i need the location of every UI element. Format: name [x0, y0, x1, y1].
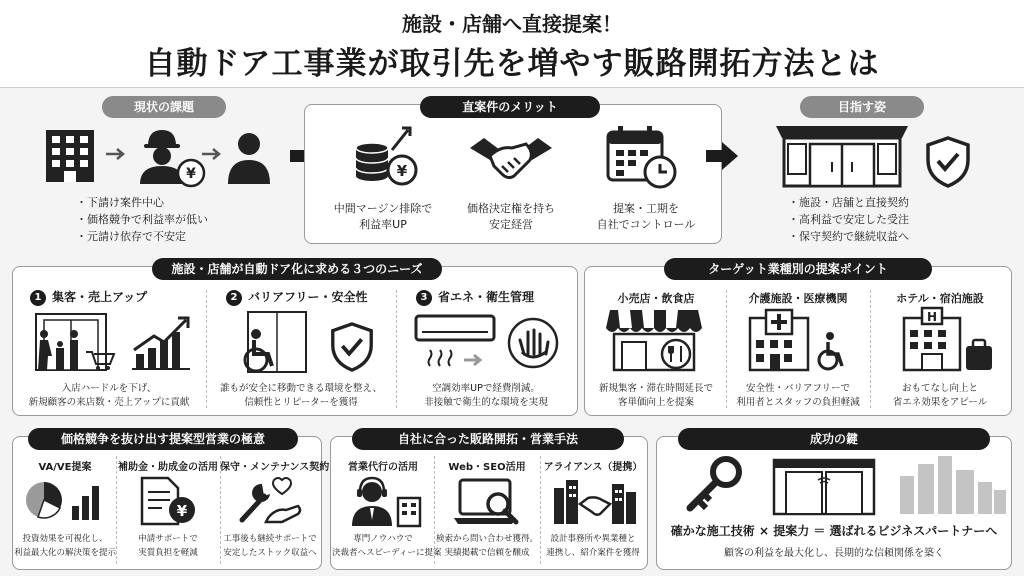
target-label: ターゲット業種別の提案ポイント	[664, 258, 932, 280]
city-handshake-icon	[552, 478, 638, 524]
channel-desc-line1: 専門ノウハウで	[353, 534, 413, 544]
target-desc-line1: おもてなし向上と	[901, 383, 978, 394]
automatic-door-icon	[772, 458, 876, 514]
target-desc-line2: 客単価向上を提案	[617, 397, 694, 408]
channel-desc-line2: 実績掲載で信頼を醸成	[444, 548, 530, 558]
channel-title: アライアンス（提携）	[543, 462, 643, 473]
arrow-right-icon	[106, 148, 128, 160]
svg-text:¥: ¥	[176, 502, 188, 520]
city-skyline-background	[860, 456, 1006, 514]
calendar-clock-icon	[606, 124, 678, 190]
current-issues-label: 現状の課題	[102, 96, 226, 118]
target-title: 小売店・飲食店	[617, 292, 695, 305]
need-title: 3 省エネ・衛生管理	[416, 288, 534, 306]
laptop-search-icon	[452, 476, 524, 526]
channel-title: Web・SEO活用	[448, 462, 526, 473]
need-desc-line2: 非接触で衛生的な環境を実現	[424, 397, 548, 408]
goal-list	[788, 194, 909, 245]
header-subtitle: 施設・店舗へ直接提案！	[402, 12, 622, 36]
need-desc-line1: 誰もが安全に移動できる環境を整え、	[219, 383, 383, 394]
needs-label: 施設・店舗が自動ドア化に求める３つのニーズ	[152, 258, 442, 280]
goal-label: 目指す姿	[800, 96, 924, 118]
headset-operator-icon	[348, 476, 424, 526]
channel-desc-line2: 決裁者へスピーディーに提案	[332, 548, 442, 558]
svg-text:¥: ¥	[186, 166, 196, 182]
need-desc-line2: 新規顧客の来店数・売上アップに貢献	[28, 397, 190, 408]
family-entrance-icon	[30, 312, 116, 372]
success-line1: 確かな施工技術 × 提案力 ＝ 選ばれるビジネスパートナーへ	[670, 524, 998, 538]
svg-text:¥: ¥	[396, 162, 408, 180]
list-item: ・ 施設・店舗と直接契約	[788, 194, 909, 211]
merit-text-line2: 利益率UP	[359, 218, 407, 231]
target-desc-line1: 安全性・バリアフリーで	[745, 383, 851, 394]
pie-chart-icon	[24, 478, 104, 522]
merit-text-line1: 中間マージン排除で	[333, 202, 433, 215]
touchless-hand-icon	[506, 316, 560, 370]
yen-coin-icon	[176, 158, 206, 188]
coins-up-icon	[352, 124, 422, 190]
arrow-right-icon	[202, 148, 224, 160]
current-issues-list	[76, 194, 208, 245]
handshake-icon	[468, 130, 554, 186]
list-item: ・ 元請け依存で不安定	[76, 228, 208, 245]
sales-title: VA/VE提案	[38, 462, 92, 473]
target-desc-line1: 新規集客・滞在時間延長で	[598, 383, 713, 394]
sales-desc-line1: 投資効果を可視化し、	[22, 534, 108, 544]
sales-desc-line2: 実質負担を軽減	[138, 548, 198, 558]
target-desc-line2: 利用者とスタッフの負担軽減	[736, 397, 860, 408]
list-item: ・ 下請け案件中心	[76, 194, 208, 211]
need-desc-line1: 空調効率UPで経費削減。	[432, 383, 540, 394]
target-title: 介護施設・医療機関	[748, 292, 848, 305]
merit-text-line2: 安定経営	[489, 218, 533, 231]
bar-chart-up-icon	[132, 314, 192, 370]
key-icon	[684, 456, 744, 510]
merits-label: 直案件のメリット	[420, 96, 600, 118]
hospital-icon	[746, 308, 846, 372]
wheelchair-icon	[234, 310, 310, 374]
need-desc-line1: 入店ハードルを下げ、	[61, 383, 157, 394]
person-icon	[226, 130, 272, 184]
need-title: 1 集客・売上アップ	[30, 288, 147, 306]
sales-desc-line1: 工事後も継続サポートで	[223, 534, 317, 544]
page-title: 自動ドア工事業が取引先を増やす販路開拓方法とは	[144, 46, 880, 82]
channel-title: 営業代行の活用	[348, 462, 418, 473]
success-line2: 顧客の利益を最大化し、長期的な信頼関係を築く	[724, 548, 944, 559]
list-item: ・ 価格競争で利益率が低い	[76, 211, 208, 228]
list-item: ・ 高利益で安定した受注	[788, 211, 909, 228]
document-yen-icon	[138, 476, 198, 526]
merit-text-line2: 自社でコントロール	[596, 218, 696, 231]
tools-heart-icon	[236, 474, 306, 526]
need-title: 2 バリアフリー・安全性	[226, 288, 368, 306]
channel-desc-line1: 検索から問い合わせ獲得。	[435, 534, 538, 544]
hotel-icon	[900, 308, 996, 372]
channel-desc-line1: 設計事務所や異業種と	[550, 534, 636, 544]
channel-desc-line2: 連携し、紹介案件を獲得	[546, 548, 640, 558]
shield-check-icon	[926, 136, 970, 188]
svg-text:H: H	[926, 310, 938, 324]
target-desc-line2: 省エネ効果をアピール	[892, 397, 988, 408]
shield-check-icon	[330, 322, 374, 372]
shop-icon	[606, 308, 702, 372]
header	[0, 0, 1024, 88]
need-desc-line2: 信頼性とリピーターを獲得	[244, 397, 358, 408]
air-conditioner-icon	[414, 314, 496, 372]
arrow-right-icon	[706, 142, 738, 170]
sales-desc-line2: 安定したストック収益へ	[223, 548, 317, 558]
list-item: ・ 保守契約で継続収益へ	[788, 228, 909, 245]
automatic-door-storefront-icon	[774, 124, 910, 188]
target-title: ホテル・宿泊施設	[896, 292, 984, 305]
sales-desc-line1: 申請サポートで	[138, 534, 198, 544]
channels-label: 自社に合った販路開拓・営業手法	[352, 428, 624, 450]
sales-desc-line2: 利益最大化の解決策を提示	[14, 548, 117, 558]
building-icon	[42, 126, 98, 184]
merit-text-line1: 提案・工期を	[613, 202, 679, 215]
sales-title: 保守・メンテナンス契約	[220, 462, 330, 473]
sales-label: 価格競争を抜け出す提案型営業の極意	[28, 428, 298, 450]
success-label: 成功の鍵	[678, 428, 990, 450]
merit-text-line1: 価格決定権を持ち	[467, 202, 555, 215]
sales-title: 補助金・助成金の活用	[118, 462, 218, 473]
